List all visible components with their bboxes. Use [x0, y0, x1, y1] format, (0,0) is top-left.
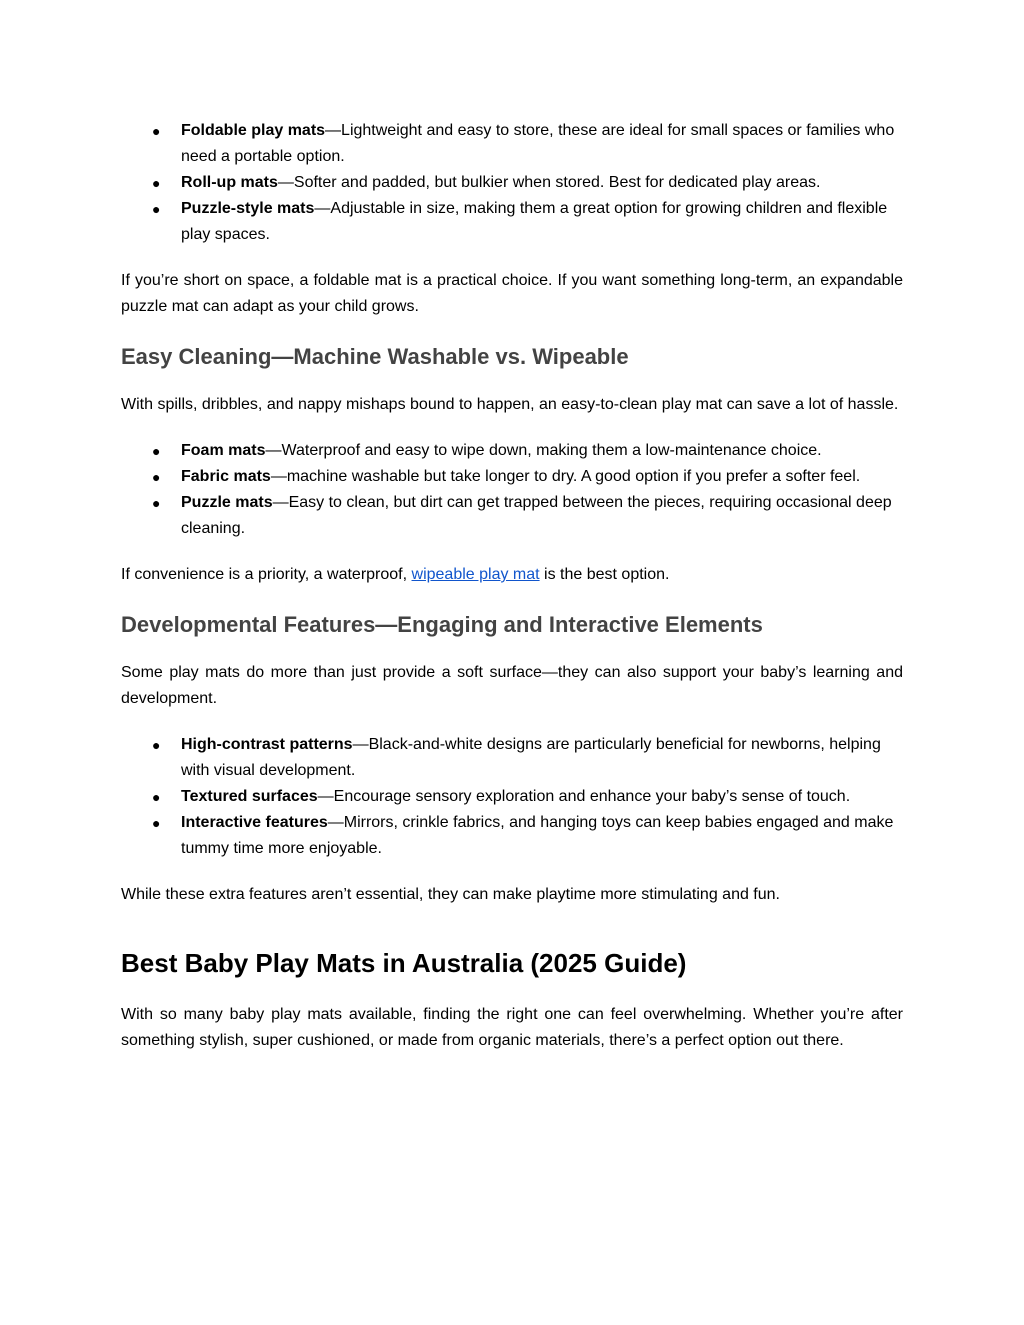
list-item-text: —Waterproof and easy to wipe down, making them a low-maintenance choice.: [265, 442, 822, 459]
paragraph: Some play mats do more than just provide a soft surface—they can also support your baby’s learning and development.: [121, 664, 903, 707]
paragraph-text: is the best option.: [539, 566, 670, 583]
bullet-icon: ●: [152, 815, 161, 831]
bullet-icon: ●: [152, 789, 161, 805]
bullet-icon: ●: [152, 123, 161, 139]
list-item-text: —Easy to clean, but dirt can get trapped between the pieces, requiring occasional deep cleaning.: [181, 494, 892, 537]
list-item-term: Puzzle-style mats: [181, 200, 315, 217]
list-item-term: Fabric mats: [181, 468, 271, 485]
document-page: [121, 118, 903, 1054]
list-item-text: —Lightweight and easy to store, these are ideal for small spaces or families who need a portable option.: [181, 122, 895, 165]
bullet-icon: ●: [152, 469, 161, 485]
list-item-text: —Mirrors, crinkle fabrics, and hanging toys can keep babies engaged and make tummy time more enjoyable.: [181, 814, 894, 857]
list-item-text: —Adjustable in size, making them a great option for growing children and flexible play spaces.: [181, 200, 888, 243]
list-item-term: Puzzle mats: [181, 494, 273, 511]
list-item: [152, 464, 903, 490]
bullet-icon: ●: [152, 495, 161, 511]
list-item: [152, 810, 903, 862]
paragraph-text: If convenience is a priority, a waterproof,: [121, 566, 412, 583]
list-item-term: Foldable play mats: [181, 122, 326, 139]
list-item: [152, 732, 903, 784]
main-heading-best-mats: Best Baby Play Mats in Australia (2025 Guide): [121, 948, 687, 978]
list-item: [152, 118, 903, 170]
mat-types-list: [121, 118, 903, 248]
list-item: [152, 490, 903, 542]
list-item: [152, 784, 903, 810]
section-heading-developmental: Developmental Features—Engaging and Interactive Elements: [121, 612, 763, 637]
list-item-text: —Softer and padded, but bulkier when stored. Best for dedicated play areas.: [277, 174, 821, 191]
paragraph: With spills, dribbles, and nappy mishaps bound to happen, an easy-to-clean play mat can save a lot of hassle.: [121, 396, 899, 413]
list-item-text: —machine washable but take longer to dry. A good option if you prefer a softer feel.: [270, 468, 861, 485]
list-item: [152, 438, 903, 464]
list-item-term: Textured surfaces: [181, 788, 318, 805]
list-item-text: —Black-and-white designs are particularly beneficial for newborns, helping with visual development.: [181, 736, 881, 779]
paragraph: While these extra features aren’t essential, they can make playtime more stimulating and fun.: [121, 886, 780, 903]
features-list: [121, 732, 903, 862]
list-item-term: Foam mats: [181, 442, 266, 459]
list-item-term: Interactive features: [181, 814, 328, 831]
paragraph: If you’re short on space, a foldable mat is a practical choice. If you want something long-term, an expandable puzzle mat can adapt as your child grows.: [121, 272, 903, 315]
bullet-icon: ●: [152, 201, 161, 217]
section-heading-cleaning: Easy Cleaning—Machine Washable vs. Wipeable: [121, 344, 629, 369]
bullet-icon: ●: [152, 443, 161, 459]
bullet-icon: ●: [152, 175, 161, 191]
list-item: [152, 196, 903, 248]
bullet-icon: ●: [152, 737, 161, 753]
list-item-text: —Encourage sensory exploration and enhance your baby’s sense of touch.: [317, 788, 851, 805]
list-item: [152, 170, 903, 196]
wipeable-play-mat-link[interactable]: wipeable play mat: [411, 566, 540, 583]
list-item-term: High-contrast patterns: [181, 736, 353, 753]
list-item-term: Roll-up mats: [181, 174, 278, 191]
cleaning-list: [121, 438, 903, 542]
paragraph: [121, 562, 903, 588]
paragraph: With so many baby play mats available, finding the right one can feel overwhelming. Whether you’re after something stylish, super cushioned, or made from organic materials, there’s a perfect option out there.: [121, 1006, 903, 1049]
